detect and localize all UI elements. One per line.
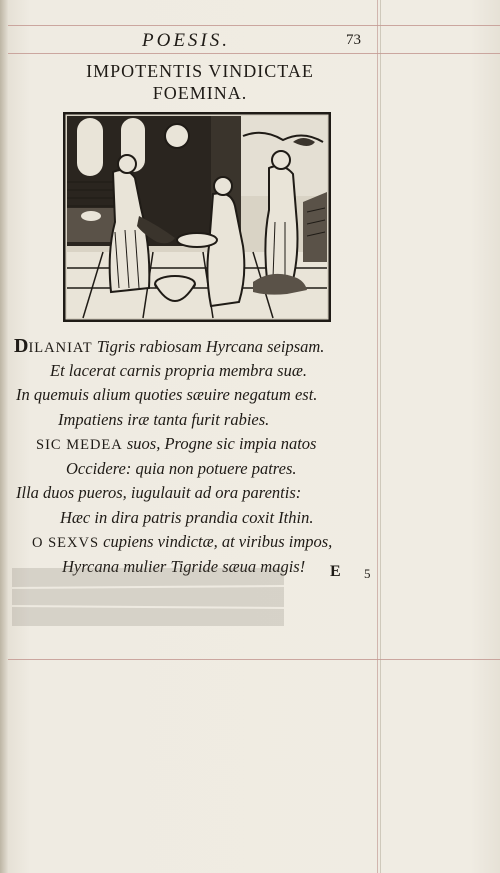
verse-line-8: Hæc in dira patris prandia coxit Ithin. bbox=[60, 507, 314, 527]
verse-line-5-smallcaps: SIC MEDEA bbox=[36, 437, 123, 453]
page-number: 73 bbox=[346, 32, 361, 48]
page-header bbox=[0, 30, 500, 52]
verse-line-9-text: cupiens vindictæ, at viribus impos, bbox=[103, 532, 333, 551]
verse-line-1 bbox=[14, 334, 384, 359]
catchword: E bbox=[330, 563, 341, 580]
verse-line-4: Impatiens iræ tanta furit rabies. bbox=[58, 409, 270, 429]
verse-line-2: Et lacerat carnis propria membra suæ. bbox=[50, 360, 307, 380]
margin-rule-top bbox=[8, 25, 500, 26]
verse-block bbox=[14, 334, 384, 579]
verse-line-10: Hyrcana mulier Tigride sæua magis! bbox=[62, 556, 306, 576]
drop-cap: D bbox=[14, 335, 29, 357]
verse-line-3: In quemuis alium quoties sæuire negatum est. bbox=[16, 385, 318, 404]
verse-line-1-smallcaps: ILANIAT bbox=[28, 340, 93, 356]
woodcut-illustration-icon bbox=[63, 112, 331, 322]
emblem-title-line-2: FOEMINA. bbox=[152, 83, 248, 103]
verse-line-6: Occidere: quia non potuere patres. bbox=[66, 458, 297, 478]
running-head: POESIS. bbox=[142, 30, 231, 51]
verse-line-1-text: Tigris rabiosam Hyrcana seipsam. bbox=[96, 337, 325, 356]
verse-line-9-smallcaps: O SEXVS bbox=[32, 535, 100, 551]
verse-line-5-text: suos, Progne sic impia natos bbox=[126, 434, 317, 453]
margin-rule-bottom bbox=[8, 659, 500, 660]
margin-rule-header bbox=[8, 53, 500, 54]
verse-line-7: Illa duos pueros, iugulauit ad ora parentis: bbox=[16, 483, 302, 502]
page-binding-edge bbox=[0, 0, 8, 873]
emblem-title-line-1: IMPOTENTIS VINDICTAE bbox=[86, 61, 314, 81]
signature-mark: 5 bbox=[364, 566, 371, 581]
verse-line-9 bbox=[32, 530, 402, 555]
show-through-shadow bbox=[12, 568, 284, 626]
verse-line-5 bbox=[36, 432, 406, 457]
